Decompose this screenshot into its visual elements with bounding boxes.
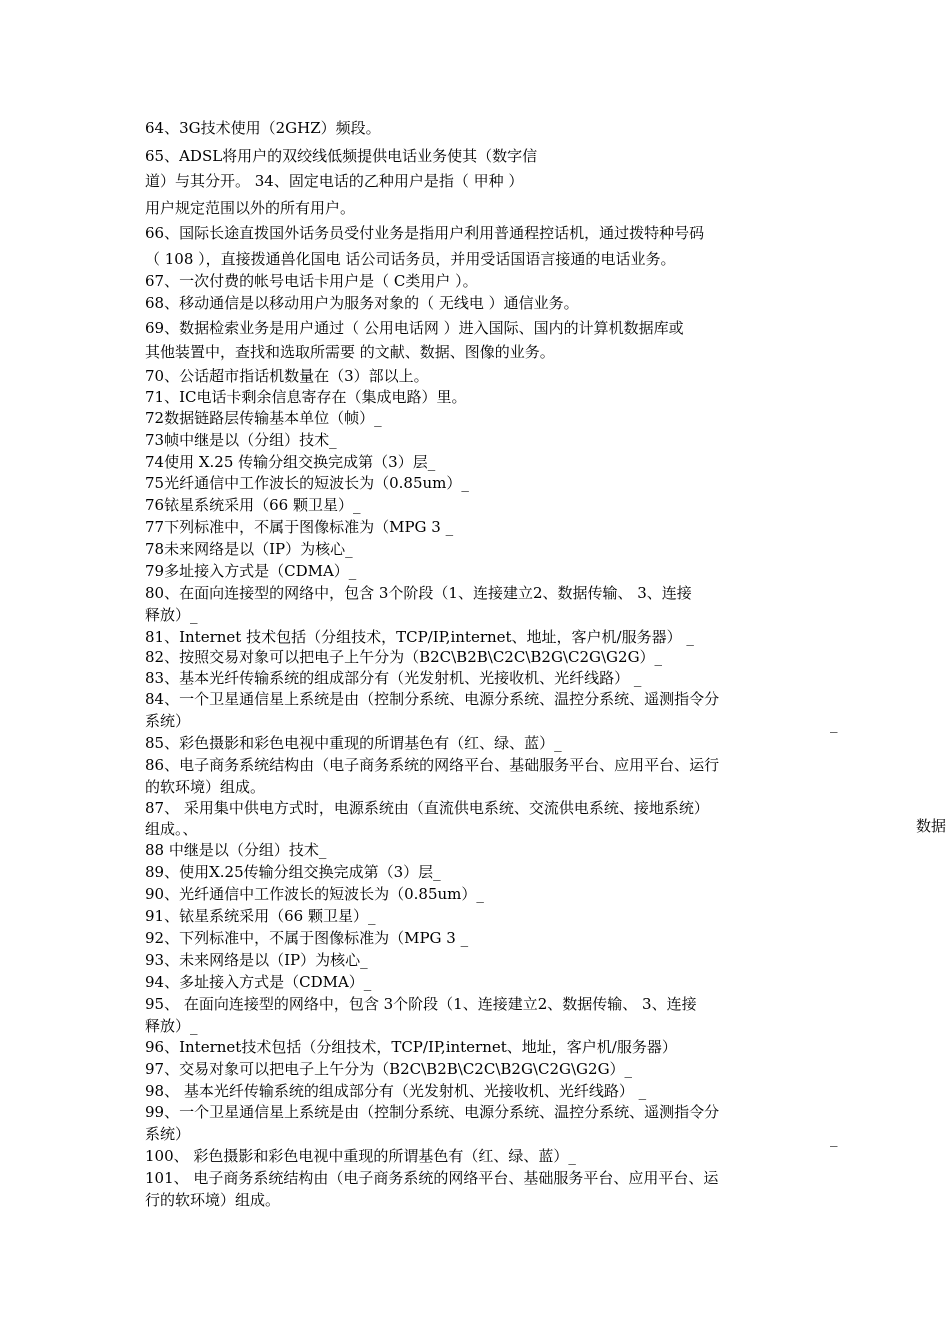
- text-line: 69、数据检索业务是用户通过（ 公用电话网 ）进入国际、国内的计算机数据库或: [145, 319, 684, 337]
- text-line: 释放）_: [145, 606, 198, 624]
- text-line: 92、下列标准中，不属于图像标准为（MPG 3 _: [145, 929, 469, 947]
- text-line: 行的软环境）组成。: [145, 1191, 281, 1209]
- text-line: 其他装置中，查找和选取所需要 的文献、数据、图像的业务。: [145, 343, 555, 361]
- text-line: 80、在面向连接型的网络中，包含 3个阶段（1、连接建立2、数据传输、 3、连接: [145, 584, 692, 602]
- text-line: 67、一次付费的帐号电话卡用户是（ C类用户 ）。: [145, 272, 478, 290]
- text-line: 93、未来网络是以（IP）为核心_: [145, 951, 368, 969]
- text-line: 79多址接入方式是（CDMA）_: [145, 562, 357, 580]
- text-line: 72数据链路层传输基本单位（帧）_: [145, 409, 382, 427]
- text-line: 87、 采用集中供电方式时，电源系统由（直流供电系统、交流供电系统、接地系统）: [145, 799, 709, 817]
- text-line: 用户规定范围以外的所有用户。: [145, 199, 356, 217]
- text-line: 道）与其分开。 34、固定电话的乙种用户是指（ 甲种 ）: [145, 172, 524, 190]
- text-line: 76铱星系统采用（66 颗卫星）_: [145, 496, 361, 514]
- text-line: 85、彩色摄影和彩色电视中重现的所谓基色有（红、绿、蓝）_: [145, 734, 562, 752]
- text-line: 100、 彩色摄影和彩色电视中重现的所谓基色有（红、绿、蓝）_: [145, 1147, 576, 1165]
- text-line: 释放）_: [145, 1017, 198, 1035]
- text-line: 88 中继是以（分组）技术_: [145, 841, 327, 859]
- text-line: 64、3G技术使用（2GHZ）频段。: [145, 119, 381, 137]
- text-line: 系统）: [145, 1125, 191, 1143]
- text-line: 73帧中继是以（分组）技术_: [145, 431, 337, 449]
- text-line: 66、国际长途直拨国外话务员受付业务是指用户利用普通程控话机，通过拨特种号码: [145, 224, 705, 242]
- text-line: 77下列标准中，不属于图像标准为（MPG 3 _: [145, 518, 454, 536]
- text-line: 95、 在面向连接型的网络中，包含 3个阶段（1、连接建立2、数据传输、 3、连接: [145, 995, 697, 1013]
- side-text-data: 数据: [916, 817, 947, 835]
- text-line: 90、光纤通信中工作波长的短波长为（0.85um）_: [145, 885, 484, 903]
- text-line: 89、使用X.25传输分组交换完成第（3）层_: [145, 863, 441, 881]
- text-line: 81、Internet 技术包括（分组技术，TCP/IP,internet、地址，客户机/服务器） _: [145, 628, 694, 646]
- text-line: 97、交易对象可以把电子上午分为（B2C\B2B\C2C\B2G\C2G\G2G）_: [145, 1060, 633, 1078]
- text-line: 86、电子商务系统结构由（电子商务系统的网络平台、基础服务平台、应用平台、运行: [145, 756, 720, 774]
- text-line: 82、按照交易对象可以把电子上午分为（B2C\B2B\C2C\B2G\C2G\G2G）_: [145, 648, 663, 666]
- text-line: 99、一个卫星通信星上系统是由（控制分系统、电源分系统、温控分系统、遥测指令分: [145, 1103, 720, 1121]
- text-line: 组成。、: [145, 820, 198, 838]
- text-line: 78未来网络是以（IP）为核心_: [145, 540, 353, 558]
- text-line: （ 108 ），直接拨通兽化国电 话公司话务员，并用受话国语言接通的电话业务。: [145, 250, 676, 268]
- text-line: 94、多址接入方式是（CDMA）_: [145, 973, 372, 991]
- text-line: 68、移动通信是以移动用户为服务对象的（ 无线电 ）通信业务。: [145, 294, 579, 312]
- text-line: 101、 电子商务系统结构由（电子商务系统的网络平台、基础服务平台、应用平台、运: [145, 1169, 719, 1187]
- side-underscore-99: _: [830, 1129, 838, 1147]
- text-line: 91、铱星系统采用（66 颗卫星）_: [145, 907, 376, 925]
- text-line: 98、 基本光纤传输系统的组成部分有（光发射机、光接收机、光纤线路） _: [145, 1082, 647, 1100]
- text-line: 70、公话超市指话机数量在（3）部以上。: [145, 367, 429, 385]
- text-line: 65、ADSL将用户的双绞线低频提供电话业务使其（数字信: [145, 147, 538, 165]
- text-line: 96、Internet技术包括（分组技术，TCP/IP,internet、地址，客户机/服务器）: [145, 1038, 677, 1056]
- text-line: 84、一个卫星通信星上系统是由（控制分系统、电源分系统、温控分系统、遥测指令分: [145, 690, 720, 708]
- text-line: 75光纤通信中工作波长的短波长为（0.85um）_: [145, 474, 469, 492]
- text-line: 系统）: [145, 712, 191, 730]
- text-line: 71、IC电话卡剩余信息寄存在（集成电路）里。: [145, 388, 467, 406]
- side-underscore-84: _: [830, 715, 838, 733]
- text-line: 83、基本光纤传输系统的组成部分有（光发射机、光接收机、光纤线路） _: [145, 669, 642, 687]
- text-line: 74使用 X.25 传输分组交换完成第（3）层_: [145, 453, 436, 471]
- text-line: 的软环境）组成。: [145, 778, 266, 796]
